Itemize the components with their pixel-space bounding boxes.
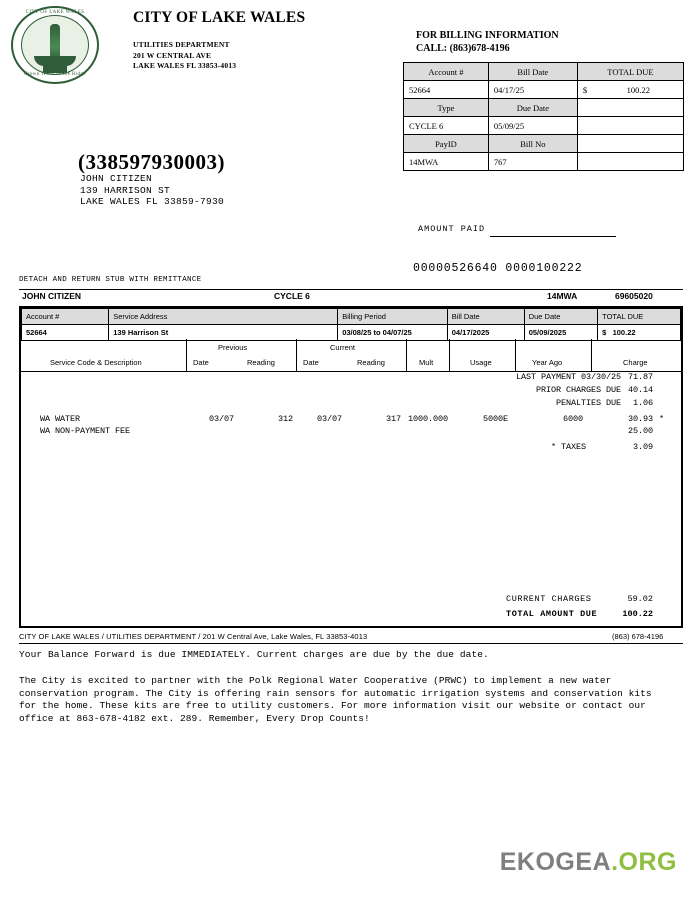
line-previous-date: 03/07 [209, 414, 235, 424]
th-due-date: Due Date [488, 99, 577, 117]
customer-street: 139 HARRISON ST [80, 184, 171, 196]
th-bill-no: Bill No [488, 135, 577, 153]
col-previous [186, 339, 296, 371]
table-row [404, 81, 684, 99]
scanline: 00000526640 0000100222 [413, 262, 583, 275]
th-due-date: Due Date [524, 309, 597, 325]
td-bill-date-value: 04/17/25 [488, 81, 577, 99]
conservation-program-message: The City is excited to partner with the Polk Regional Water Cooperative (PRWC) to implement a new water conservation program. The City is offering rain sensors for automatic irrigation systems and conservation kits for the home. These kits are free to utility customers. For more information visit our website or contact our office at 863-678-4182 ext. 289. Remember, Every Drop Counts! [19, 675, 652, 724]
stub-header-row [19, 291, 683, 305]
watermark-suffix: .ORG [611, 848, 677, 876]
department-line-2: 201 W CENTRAL AVE [133, 50, 212, 60]
stub-customer-name: JOHN CITIZEN [22, 291, 82, 301]
col-label-charge: Charge [623, 358, 648, 367]
amount-paid-field[interactable] [490, 236, 616, 237]
col-service-description [21, 339, 186, 371]
billing-info-phone: CALL: (863)678-4196 [416, 43, 510, 54]
footer-divider [19, 643, 683, 644]
department-line-3: LAKE WALES FL 33853-4013 [133, 61, 237, 70]
current-charges-label: CURRENT CHARGES [506, 594, 592, 604]
col-label-current-date: Date [303, 358, 319, 367]
account-number-large: (338597930003) [78, 150, 225, 174]
penalties-label: PENALTIES DUE [555, 398, 621, 408]
customer-city-state-zip: LAKE WALES FL 33859-7930 [80, 196, 225, 207]
balance-forward-message: Your Balance Forward is due IMMEDIATELY. Current charges are due by the due date. [19, 649, 489, 660]
currency-symbol: $ [602, 328, 607, 337]
department-line-1: UTILITIES DEPARTMENT [133, 40, 230, 49]
footer-phone: (863) 678-4196 [612, 632, 664, 641]
td-account-value: 52664 [22, 325, 109, 341]
charges-column-header [21, 339, 681, 372]
line-previous-reading: 312 [277, 414, 293, 424]
billing-info-heading: FOR BILLING INFORMATION [416, 30, 559, 41]
th-type: Type [404, 99, 489, 117]
td-bill-date-value: 04/17/2025 [447, 325, 524, 341]
td-due-date-value: 05/09/2025 [524, 325, 597, 341]
th-service-address: Service Address [109, 309, 338, 325]
col-current [296, 339, 406, 371]
line-year-ago: 6000 [562, 414, 583, 424]
td-blank-3 [577, 135, 683, 153]
line-current-reading: 317 [385, 414, 401, 424]
col-year-ago [515, 339, 591, 371]
total-amount-due-label: TOTAL AMOUNT DUE [506, 609, 598, 619]
stub-sequence: 69605020 [615, 291, 653, 301]
line-description: WA WATER [40, 414, 81, 424]
footer-address: CITY OF LAKE WALES / UTILITIES DEPARTMENT / 201 W Central Ave, Lake Wales, FL 33853-4013 [19, 632, 368, 641]
customer-name: JOHN CITIZEN [80, 173, 153, 184]
amount-paid-label: AMOUNT PAID [418, 224, 486, 234]
col-usage [449, 339, 515, 371]
th-total-due: TOTAL DUE [598, 309, 681, 325]
billing-information-block [416, 29, 559, 55]
seal-bottom-text: Crown Jewel of the Ridge [24, 72, 86, 77]
prior-charges-label: PRIOR CHARGES DUE [535, 385, 621, 395]
col-label-current: Current [330, 343, 356, 352]
account-detail-table [21, 308, 681, 341]
current-charges-value: 59.02 [627, 594, 653, 604]
th-account: Account # [404, 63, 489, 81]
col-label-previous-reading: Reading [247, 358, 275, 367]
th-total-due: TOTAL DUE [577, 63, 683, 81]
col-label-service-description: Service Code & Description [50, 358, 142, 367]
col-charge [591, 339, 681, 371]
th-billing-period: Billing Period [338, 309, 448, 325]
td-service-address-value: 139 Harrison St [109, 325, 338, 341]
remittance-summary-table [403, 62, 684, 171]
line-mult: 1000.000 [407, 414, 448, 424]
total-due-amount: 100.22 [612, 328, 636, 337]
col-mult [406, 339, 449, 371]
line-charge: 25.00 [627, 426, 653, 436]
department-address [133, 40, 236, 72]
last-payment-label: LAST PAYMENT 03/30/25 [515, 372, 621, 382]
total-due-amount: 100.22 [626, 84, 650, 95]
td-due-date-value: 05/09/25 [488, 117, 577, 135]
taxable-star-marker: * [659, 414, 665, 424]
prior-charges-amount: 40.14 [627, 385, 653, 395]
taxes-amount: 3.09 [632, 442, 653, 452]
seal-inner-disc [21, 15, 89, 75]
td-account-value: 52664 [404, 81, 489, 99]
page-title: CITY OF LAKE WALES [133, 9, 306, 26]
line-charge: 30.93 [627, 414, 653, 424]
table-row [404, 153, 684, 171]
detach-notice: DETACH AND RETURN STUB WITH REMITTANCE [19, 276, 202, 284]
th-account: Account # [22, 309, 109, 325]
table-row [404, 135, 684, 153]
table-row [404, 99, 684, 117]
col-label-previous-date: Date [193, 358, 209, 367]
watermark-primary: EKOGEA [499, 848, 612, 876]
td-bill-no-value: 767 [488, 153, 577, 171]
customer-address [80, 173, 224, 208]
th-bill-date: Bill Date [488, 63, 577, 81]
table-row [404, 63, 684, 81]
td-blank-2 [577, 117, 683, 135]
td-blank-1 [577, 99, 683, 117]
taxes-label: * TAXES [551, 442, 587, 452]
city-seal [11, 6, 107, 86]
seal-top-text: CITY OF LAKE WALES [25, 10, 85, 15]
th-bill-date: Bill Date [447, 309, 524, 325]
line-usage: 5000E [482, 414, 508, 424]
line-description: WA NON-PAYMENT FEE [40, 426, 131, 436]
td-total-due-value [577, 81, 683, 99]
currency-symbol: $ [582, 84, 588, 95]
watermark [500, 848, 677, 877]
stub-cycle: CYCLE 6 [274, 291, 310, 301]
table-row [22, 309, 681, 325]
th-payid: PayID [404, 135, 489, 153]
detach-divider [19, 289, 683, 290]
last-payment-amount: 71.87 [627, 372, 653, 382]
stub-route: 14MWA [547, 291, 578, 301]
td-payid-value: 14MWA [404, 153, 489, 171]
bill-detail-panel [19, 306, 683, 628]
col-label-current-reading: Reading [357, 358, 385, 367]
td-type-value: CYCLE 6 [404, 117, 489, 135]
total-amount-due-value: 100.22 [622, 609, 653, 619]
col-label-usage: Usage [470, 358, 492, 367]
col-label-mult: Mult [419, 358, 434, 367]
col-label-previous: Previous [218, 343, 248, 352]
col-label-year-ago: Year Ago [532, 358, 563, 367]
td-blank-4 [577, 153, 683, 171]
line-current-date: 03/07 [317, 414, 343, 424]
td-billing-period-value: 03/08/25 to 04/07/25 [338, 325, 448, 341]
penalties-amount: 1.06 [632, 398, 653, 408]
fountain-basin-icon [34, 56, 76, 66]
table-row [404, 117, 684, 135]
